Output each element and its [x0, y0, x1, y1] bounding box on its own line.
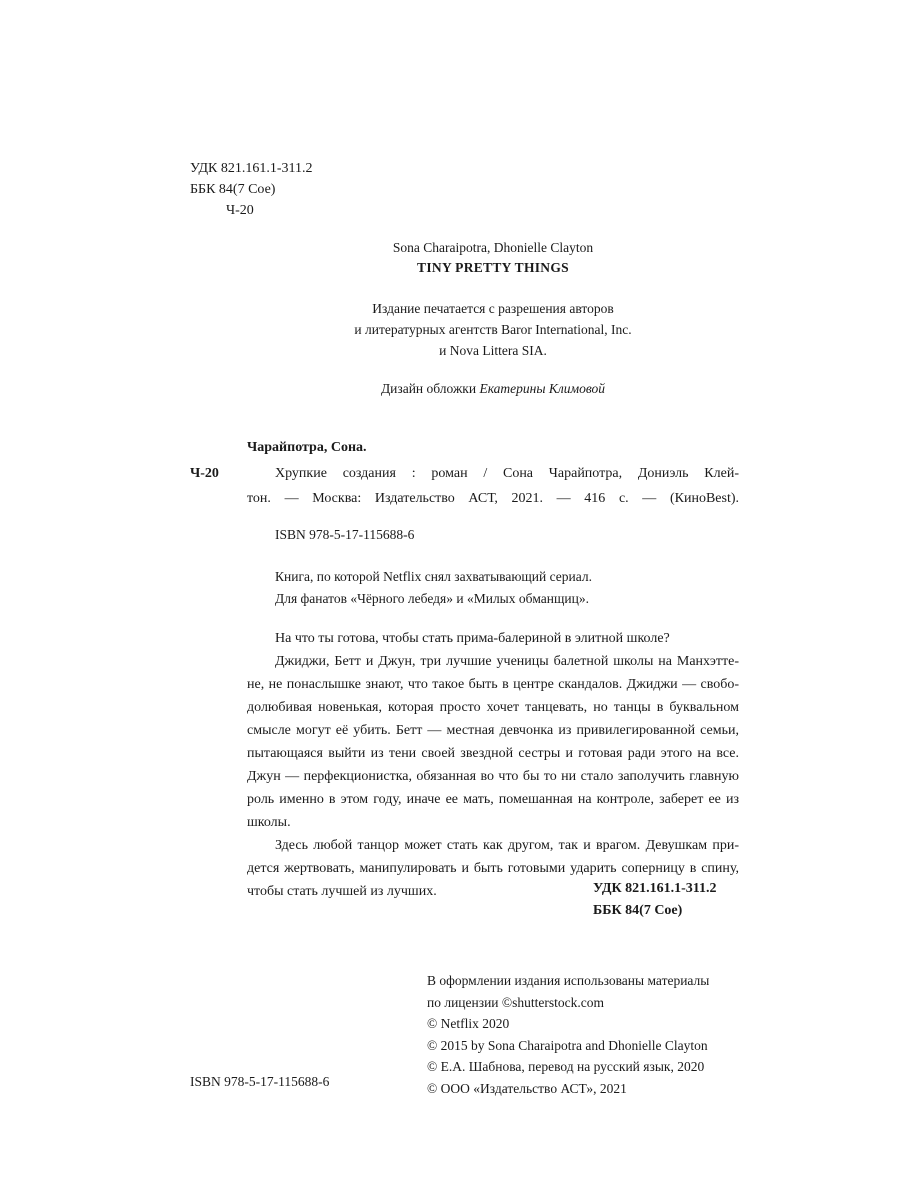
annotation-line: На что ты готова, чтобы стать прима-балериной в элитной школе?: [275, 631, 670, 646]
credit-line: © Netflix 2020: [427, 1016, 510, 1031]
blurb-line: Для фанатов «Чёрного лебедя» и «Милых обманщиц».: [275, 591, 589, 606]
classification-bottom: [593, 878, 717, 922]
annotation-line: роль именно в этом году, иначе ее мать, помешанная на контроле, заберет ее из: [247, 792, 739, 807]
annotation-line: Здесь любой танцор может стать как другом, так и врагом. Девушкам при-: [275, 838, 739, 853]
annotation-line: пытающаяся выйти из тени своей звездной сестры и готовая ради этого на все.: [247, 746, 739, 761]
cover-designer-name: Екатерины Климовой: [479, 381, 606, 396]
blurb-line: Книга, по которой Netflix снял захватывающий сериал.: [275, 569, 592, 584]
annotation-line: чтобы стать лучшей из лучших.: [247, 884, 437, 899]
udk-code: УДК 821.161.1-311.2: [190, 161, 313, 176]
copyright-credits: [427, 970, 709, 1099]
original-title: TINY PRETTY THINGS: [417, 260, 569, 275]
description-line: Хрупкие создания : роман / Сона Чарайпотра, Дониэль Клей-: [275, 466, 739, 481]
annotation-line: школы.: [247, 815, 291, 830]
author-code: Ч-20: [226, 203, 254, 218]
annotation-line: смысле могут её убить. Бетт — местная девчонка из привилегированной семьи,: [247, 723, 739, 738]
rights-notice: [0, 298, 900, 361]
description-line: тон. — Москва: Издательство АСТ, 2021. — 416 с. — (КиноBest).: [247, 491, 739, 506]
annotation-line: не, не понаслышке знают, что такое быть в центре скандалов. Джиджи — свобо-: [247, 677, 739, 692]
blurb: [275, 566, 592, 610]
credit-line: В оформлении издания использованы материалы: [427, 973, 710, 988]
credit-line: © Е.А. Шабнова, перевод на русский язык, 2020: [427, 1059, 705, 1074]
annotation-line: долюбивая новенькая, которая просто хочет танцевать, но танцы в буквальном: [247, 700, 739, 715]
bbk-code-bottom: ББК 84(7 Сое): [593, 903, 683, 918]
catalog-isbn: ISBN 978-5-17-115688-6: [275, 527, 415, 542]
classification-block: [190, 158, 313, 221]
rights-line: Издание печатается с разрешения авторов: [372, 301, 614, 316]
catalog-author: Чарайпотра, Сона.: [247, 440, 367, 455]
annotation-line: Джун — перфекционистка, обязанная во что бы то ни стало заполучить главную: [247, 769, 739, 784]
rights-line: и литературных агентств Baror International, Inc.: [354, 322, 632, 337]
cover-design-credit: [0, 381, 900, 397]
credit-line: © 2015 by Sona Charaipotra and Dhonielle Clayton: [427, 1037, 708, 1053]
catalog-code: Ч-20: [190, 466, 219, 481]
credit-line: по лицензии ©shutterstock.com: [427, 994, 605, 1010]
annotation-line: Джиджи, Бетт и Джун, три лучшие ученицы балетной школы на Манхэтте-: [275, 654, 739, 669]
credit-line: © ООО «Издательство АСТ», 2021: [427, 1080, 627, 1096]
annotation: [247, 627, 739, 903]
bbk-code: ББК 84(7 Сое): [190, 182, 276, 197]
original-edition: [0, 238, 900, 278]
catalog-description: [247, 461, 739, 511]
cover-design-label: Дизайн обложки: [380, 381, 477, 396]
annotation-line: дется жертвовать, манипулировать и быть готовыми ударить соперницу в спину,: [247, 861, 739, 876]
original-authors: Sona Charaipotra, Dhonielle Clayton: [392, 240, 594, 255]
rights-line: и Nova Littera SIA.: [439, 343, 547, 358]
isbn-bottom: ISBN 978-5-17-115688-6: [190, 1074, 330, 1089]
udk-code-bottom: УДК 821.161.1-311.2: [593, 881, 717, 896]
